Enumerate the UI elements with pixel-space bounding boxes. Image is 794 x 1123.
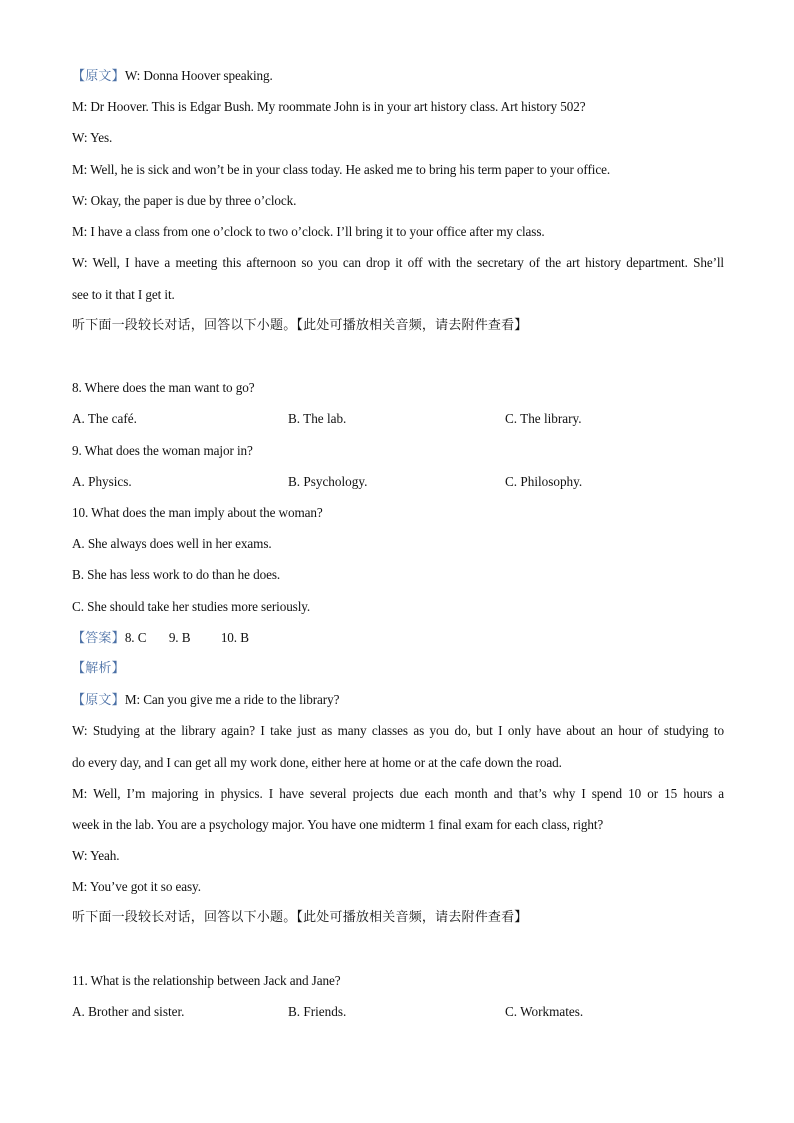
answer-9: 9. B	[168, 630, 191, 645]
q9-option-a: A. Physics.	[72, 474, 132, 489]
question-9: 9. What does the woman major in?	[72, 443, 253, 458]
transcript-line-7: W: Well, I have a meeting this afternoon so you can drop it off with the secretary of the art history department. She’ll	[72, 255, 724, 270]
analysis-label: 【解析】	[72, 661, 125, 676]
transcript2-line-7: M: You’ve got it so easy.	[72, 879, 201, 894]
q11-option-a: A. Brother and sister.	[72, 1004, 185, 1019]
transcript2-line-6: W: Yeah.	[72, 848, 120, 863]
q10-option-a: A. She always does well in her exams.	[72, 536, 272, 551]
transcript-line-2: M: Dr Hoover. This is Edgar Bush. My roommate John is in your art history class. Art history 502?	[72, 99, 586, 114]
answer-8: 8. C	[124, 630, 147, 645]
transcript2-line-2: W: Studying at the library again? I take just as many classes as you do, but I only have about an hour of studying to	[72, 723, 724, 738]
answer-10: 10. B	[220, 630, 249, 645]
q11-option-b: B. Friends.	[288, 1004, 347, 1019]
q8-option-a: A. The café.	[72, 411, 137, 426]
question-10: 10. What does the man imply about the woman?	[72, 505, 323, 520]
question-8: 8. Where does the man want to go?	[72, 380, 255, 395]
transcript-line-6: M: I have a class from one o’clock to two o’clock. I’ll bring it to your office after my class.	[72, 224, 545, 239]
q9-option-c: C. Philosophy.	[505, 474, 583, 489]
transcript-line-3: W: Yes.	[72, 130, 113, 145]
q8-option-b: B. The lab.	[288, 411, 347, 426]
transcript2-line-3: do every day, and I can get all my work done, either here at home or at the cafe down the road.	[72, 755, 562, 770]
question-11: 11. What is the relationship between Jack and Jane?	[72, 973, 341, 988]
transcript2-line-4: M: Well, I’m majoring in physics. I have several projects due each month and that’s why I spend 10 or 15 hours a	[72, 786, 724, 801]
transcript-line-8: see to it that I get it.	[72, 287, 175, 302]
transcript2-line-5: week in the lab. You are a psychology major. You have one midterm 1 final exam for each class, right?	[72, 817, 604, 832]
transcript-line-5: W: Okay, the paper is due by three o’clock.	[72, 193, 297, 208]
transcript-line-1: 【原文】W: Donna Hoover speaking.	[72, 68, 273, 84]
listening-instruction-2: 听下面一段较长对话，回答以下小题。【此处可播放相关音频，请去附件查看】	[72, 910, 528, 925]
q11-option-c: C. Workmates.	[505, 1004, 584, 1019]
transcript2-line-1: 【原文】M: Can you give me a ride to the library?	[72, 692, 340, 708]
answer-label: 【答案】	[72, 631, 125, 646]
answer-line	[72, 629, 724, 648]
original-text-label: 【原文】	[72, 69, 125, 84]
original-text-label-2: 【原文】	[72, 693, 125, 708]
q8-option-c: C. The library.	[505, 411, 582, 426]
q9-option-b: B. Psychology.	[288, 474, 368, 489]
transcript-line-4: M: Well, he is sick and won’t be in your class today. He asked me to bring his term paper to your office.	[72, 162, 611, 177]
q10-option-c: C. She should take her studies more seriously.	[72, 599, 311, 614]
listening-instruction: 听下面一段较长对话，回答以下小题。【此处可播放相关音频，请去附件查看】	[72, 318, 528, 333]
q10-option-b: B. She has less work to do than he does.	[72, 567, 281, 582]
